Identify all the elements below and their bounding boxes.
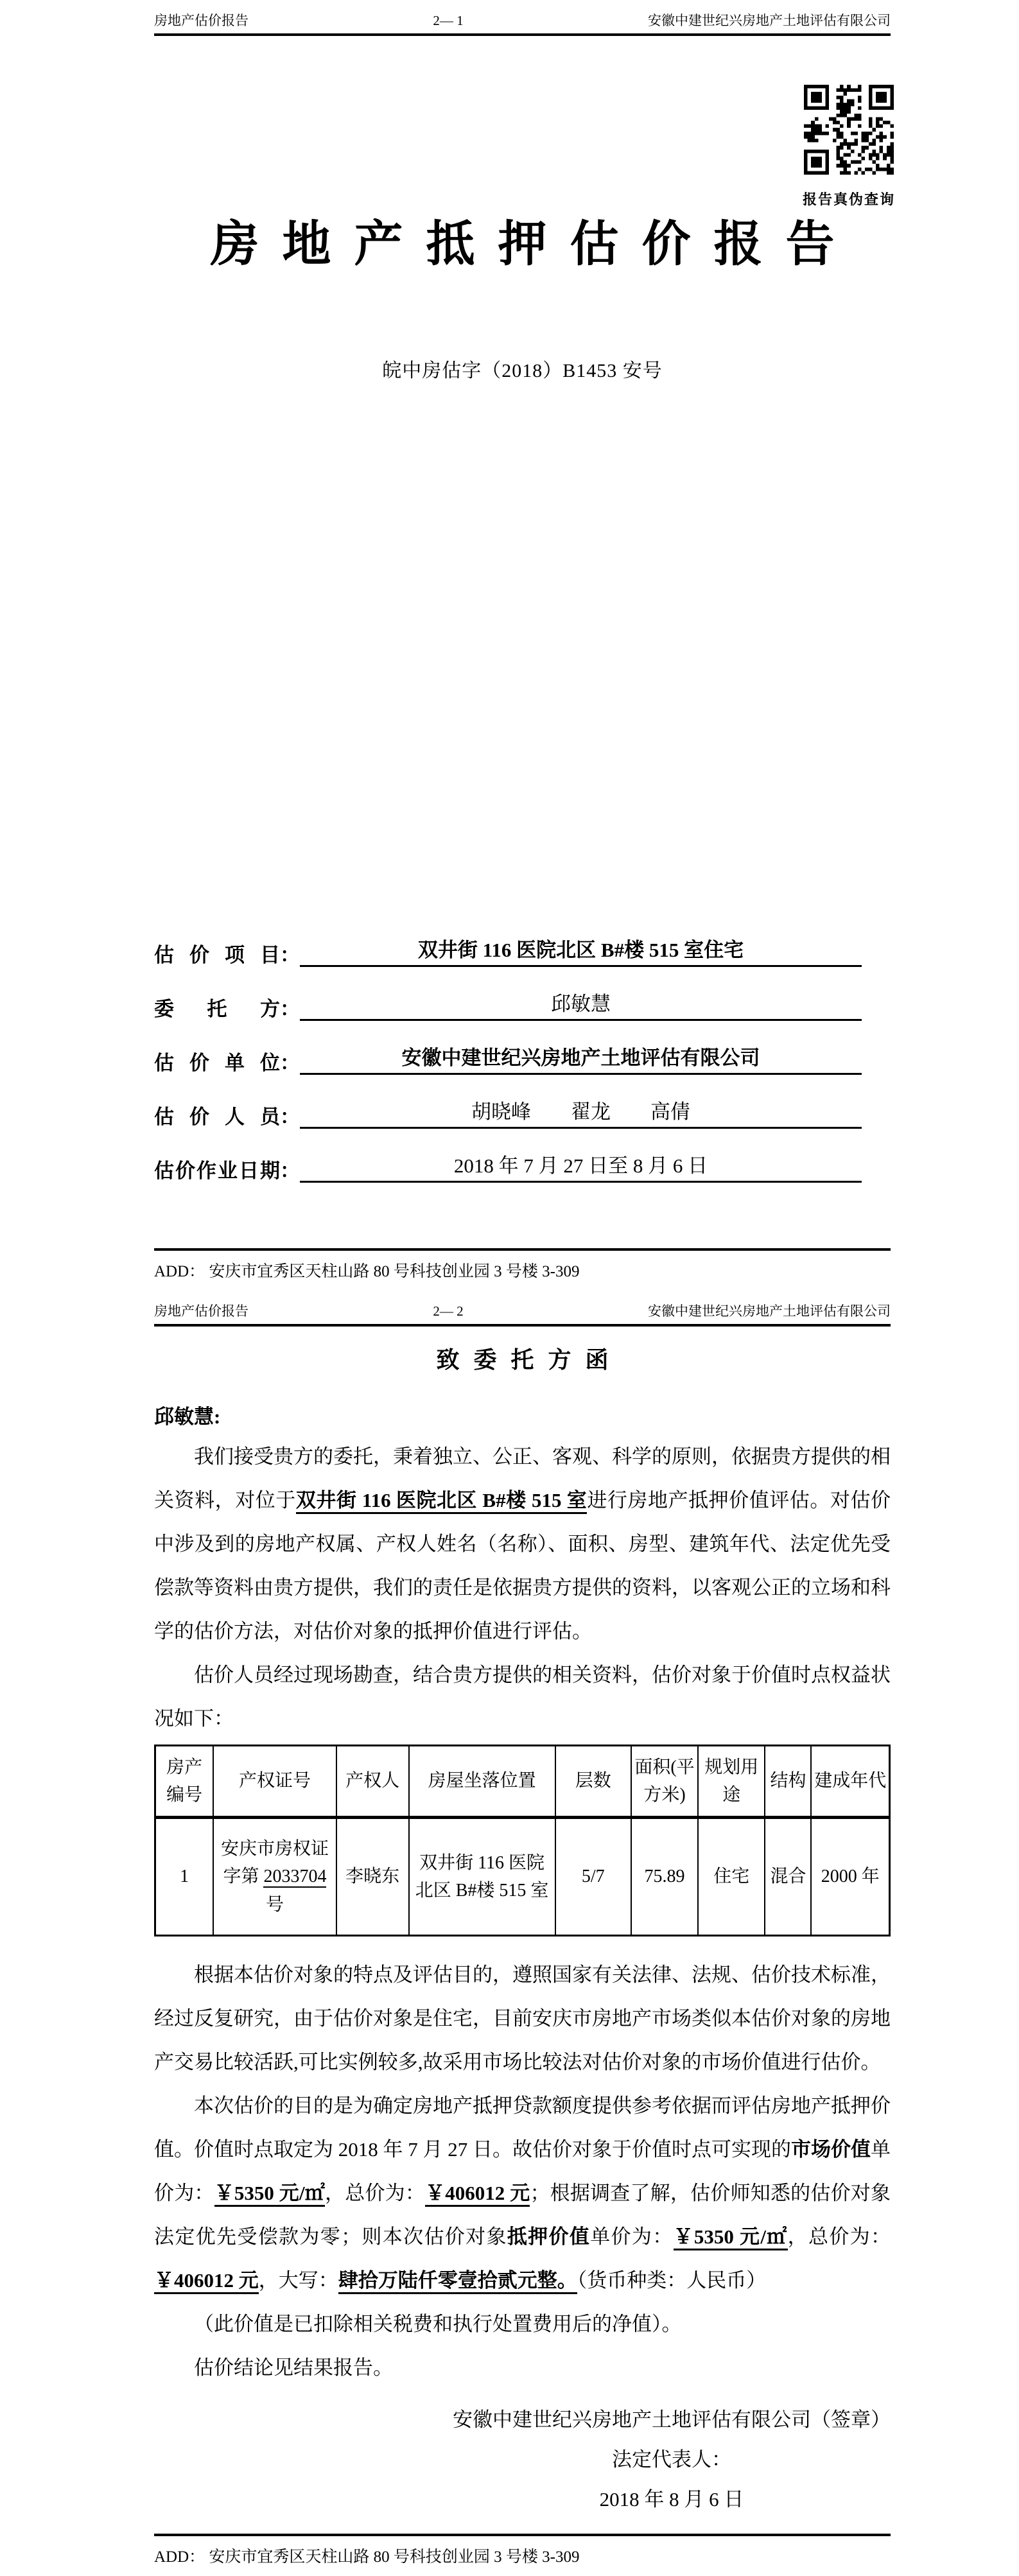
text-run: 我们接受贵方的委托，秉着独立、公正、客观、科学的原则，依据贵方提供的相关资料，对位于 [154,1445,891,1511]
field-client-label: 委托方 [154,997,280,1020]
page2-footer [154,2534,891,2576]
subject-property-highlight: 双井街 116 医院北区 B#楼 515 室 [296,1489,587,1514]
cell-cert-number [213,1818,336,1936]
header-doc-type: 房地产估价报告 [154,13,248,28]
letter-salutation: 邱敏慧: [154,1405,221,1428]
field-agency [154,1035,891,1075]
text-run: 单价为： [154,2138,891,2204]
cell-structure: 混合 [765,1818,811,1936]
field-project-label: 估价项目 [154,943,280,966]
report-title: 房地产抵押估价报告 [210,218,858,272]
paragraph-method: 根据本估价对象的特点及评估目的，遵照国家有关法律、法规、估价技术标准，经过反复研究，由于估价对象是住宅，目前安庆市房地产市场类似本估价对象的房地产交易比较活跃,可比实例较多,故采用市场比较法对估价对象的市场价值进行估价。 [154,1963,891,2073]
text-run: ，总价为： [325,2182,426,2204]
field-appraisers [154,1089,891,1129]
text-run: （货币种类：人民币） [577,2269,767,2292]
cert-number-underlined: 2033704 [263,1867,327,1887]
paragraph-net-value-note: （此价值是已扣除相关税费和执行处置费用后的净值）。 [194,2313,682,2335]
field-project-value: 双井街 116 医院北区 B#楼 515 室住宅 [300,938,862,967]
col-planned-use: 规划用途 [698,1746,765,1818]
header-page-number: 2— 1 [433,13,464,28]
field-work-dates [154,1143,891,1183]
header-page-number: 2— 2 [433,1303,464,1319]
qr-code-icon [801,85,897,175]
field-colon: ： [280,943,300,966]
total-price-value: ￥406012 元 [425,2182,530,2207]
unit-price-value: ￥5350 元/㎡ [214,2182,325,2207]
field-appraisers-label: 估价人员 [154,1105,280,1128]
text-run: ；根据调查了解，估价师知悉的估价对象法定优先受偿款为零；则本次估价对象 [154,2182,891,2248]
col-location: 房屋坐落位置 [409,1746,555,1818]
col-year-built: 建成年代 [811,1746,889,1818]
mortgage-unit-price-value: ￥5350 元/㎡ [674,2225,788,2250]
signature-legal-representative: 法定代表人： [612,2448,731,2471]
text-run: 号 [265,1894,284,1915]
text-run: 进行房地产抵押价值评估。对估价中涉及到的房地产权属、产权人姓名（名称）、面积、房型、建筑年代、法定优先受偿款等资料由贵方提供，我们的责任是依据贵方提供的资料，以客观公正的立场和科学的估价方法，对估价对象的抵押价值进行评估。 [154,1489,891,1642]
mortgage-total-price-value: ￥406012 元 [154,2269,259,2294]
report-reference-number: 皖中房估字（2018）B1453 安号 [382,360,663,381]
page1-running-header [154,0,891,36]
text-run: 安庆市房权证字第 [220,1838,329,1887]
letter-body [154,1430,891,2390]
col-owner: 产权人 [336,1746,409,1818]
footer-address: ADD： 安庆市宜秀区天柱山路 80 号科技创业园 3 号楼 3-309 [154,1263,580,1280]
paragraph-inspection: 估价人员经过现场勘查，结合贵方提供的相关资料，估价对象于价值时点权益状况如下： [154,1664,891,1730]
header-doc-type: 房地产估价报告 [154,1303,248,1319]
mortgage-value-label: 抵押价值 [507,2225,591,2248]
cell-location: 双井街 116 医院北区 B#楼 515 室 [409,1818,555,1936]
table-row [155,1818,890,1936]
table-header-row [155,1746,890,1818]
cell-planned-use: 住宅 [698,1818,765,1936]
field-agency-label: 估价单位 [154,1051,280,1074]
signature-block [154,2400,891,2519]
paragraph-valuation [154,2084,891,2302]
amount-in-words: 肆拾万陆仟零壹拾贰元整。 [338,2269,577,2294]
header-company-name: 安徽中建世纪兴房地产土地评估有限公司 [648,1303,891,1319]
col-area: 面积(平方米) [631,1746,698,1818]
field-work-dates-label: 估价作业日期 [154,1159,280,1182]
col-property-id: 房产编号 [155,1746,214,1818]
col-cert-number: 产权证号 [213,1746,336,1818]
cell-area: 75.89 [631,1818,698,1936]
text-run: 单价为： [590,2225,674,2248]
cell-property-id: 1 [155,1818,214,1936]
footer-address: ADD： 安庆市宜秀区天柱山路 80 号科技创业园 3 号楼 3-309 [154,2548,580,2566]
field-colon: ： [280,1051,300,1074]
field-client [154,981,891,1021]
report-verification-block [801,85,897,209]
qr-caption: 报告真伪查询 [802,191,895,207]
page1-footer [154,1248,891,1291]
field-colon: ： [280,1159,300,1182]
paragraph-engagement [154,1435,891,1653]
field-colon: ： [280,1105,300,1128]
signature-date: 2018 年 8 月 6 日 [599,2488,744,2511]
field-appraisers-value: 胡晓峰 翟龙 高倩 [300,1100,862,1129]
market-value-label: 市场价值 [791,2138,871,2161]
letter-to-client-page [0,1291,1019,2576]
col-structure: 结构 [765,1746,811,1818]
field-colon: ： [280,997,300,1020]
text-run: ，大写： [258,2269,338,2292]
cover-fields [154,927,891,1197]
field-client-value: 邱敏慧 [300,992,862,1021]
cell-owner: 李晓东 [336,1818,409,1936]
field-project [154,927,891,967]
letter-heading: 致委托方函 [436,1347,623,1373]
col-floors: 层数 [555,1746,631,1818]
text-run: 本次估价的目的是为确定房地产抵押贷款额度提供参考依据而评估房地产抵押价值。价值时点取定为 2018 年 7 月 27 日。故估价对象于价值时点可实现的 [154,2094,891,2161]
property-rights-table [154,1745,891,1936]
cell-floors: 5/7 [555,1818,631,1936]
field-agency-value: 安徽中建世纪兴房地产土地评估有限公司 [300,1046,862,1075]
cell-year-built: 2000 年 [811,1818,889,1936]
header-company-name: 安徽中建世纪兴房地产土地评估有限公司 [648,13,891,28]
text-run: ，总价为： [787,2225,891,2248]
signature-company: 安徽中建世纪兴房地产土地评估有限公司（签章） [453,2408,891,2431]
paragraph-conclusion-ref: 估价结论见结果报告。 [194,2356,393,2379]
field-work-dates-value: 2018 年 7 月 27 日至 8 月 6 日 [300,1154,862,1183]
page2-running-header [154,1291,891,1327]
